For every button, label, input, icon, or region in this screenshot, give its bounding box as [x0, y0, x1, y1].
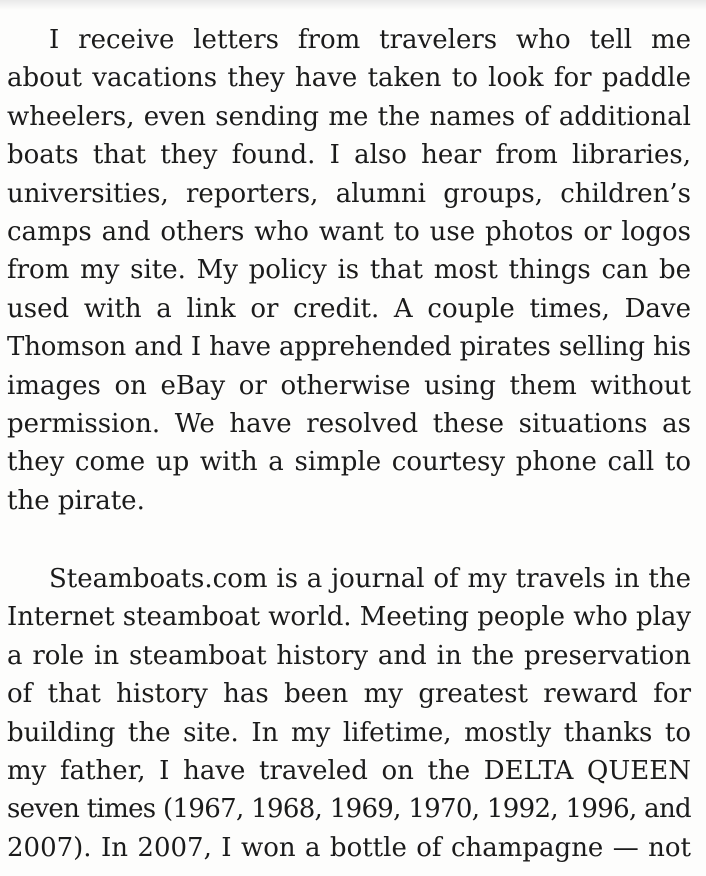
text-line: camps and others who want to use photos or logos: [7, 216, 691, 247]
text-line: wheelers, even sending me the names of additional: [7, 101, 691, 132]
text-line: images on eBay or otherwise using them without: [7, 370, 691, 401]
text-line: building the site. In my lifetime, mostly thanks to: [7, 717, 691, 748]
text-line: universities, reporters, alumni groups, children’s: [7, 178, 691, 209]
text-line: a role in steamboat history and in the preservation: [7, 640, 691, 671]
paragraph-letters: [7, 21, 691, 520]
text-line: Steamboats.com is a journal of my travels in the: [49, 564, 691, 594]
text-line: boats that they found. I also hear from libraries,: [7, 140, 691, 171]
text-line: the pirate.: [7, 485, 145, 516]
paragraph-steamboats: [7, 560, 691, 867]
text-line: Internet steamboat world. Meeting people who play: [7, 602, 691, 633]
text-line: 2007). In 2007, I won a bottle of champagne — not: [7, 832, 691, 863]
text-line: of that history has been my greatest reward for: [7, 679, 691, 710]
text-line: seven times (1967, 1968, 1969, 1970, 1992, 1996, and: [7, 794, 691, 825]
text-line: used with a link or credit. A couple times, Dave: [7, 293, 691, 324]
text-line: permission. We have resolved these situations as: [7, 408, 691, 439]
scan-edge-shadow: [0, 0, 706, 10]
text-line: about vacations they have taken to look for paddle: [7, 63, 691, 94]
text-line: Thomson and I have apprehended pirates selling his: [7, 332, 691, 363]
text-line: I receive letters from travelers who tell me: [49, 25, 691, 55]
text-line: my father, I have traveled on the DELTA QUEEN: [7, 755, 691, 786]
text-line: from my site. My policy is that most things can be: [7, 255, 691, 286]
text-line: they come up with a simple courtesy phone call to: [7, 447, 691, 478]
